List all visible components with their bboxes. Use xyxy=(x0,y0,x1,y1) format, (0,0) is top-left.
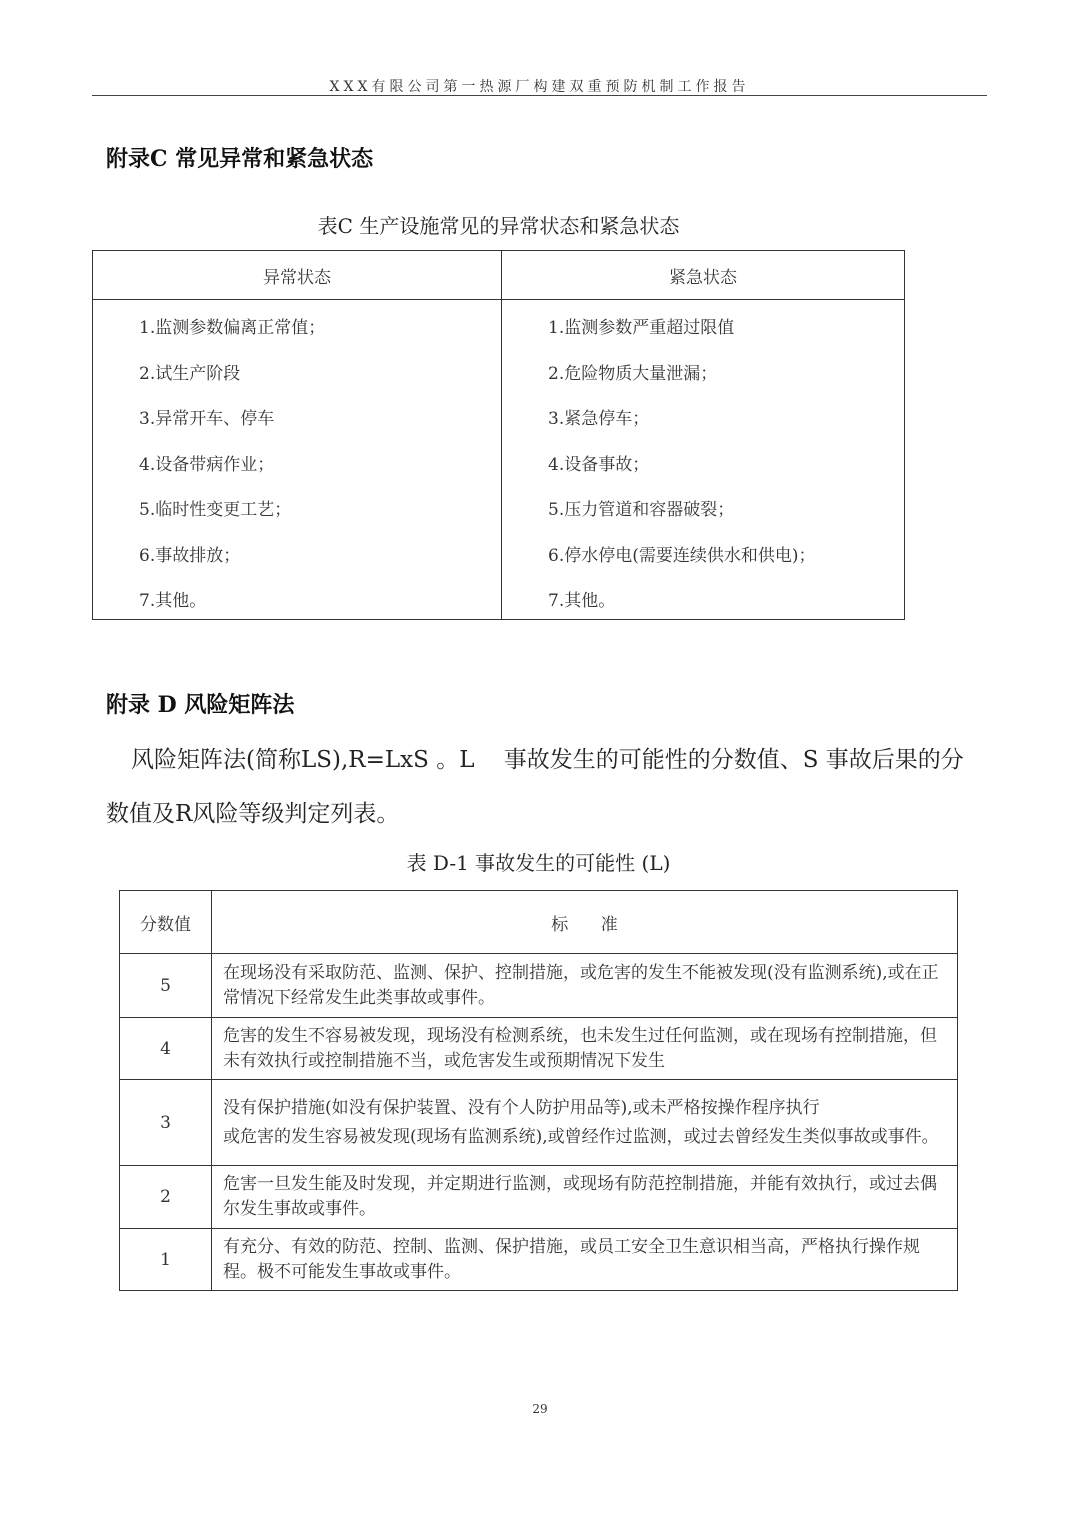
list-item: 4.设备事故； xyxy=(548,454,650,475)
score-cell: 4 xyxy=(120,1018,212,1080)
standard-line: 没有保护措施(如没有保护装置、没有个人防护用品等),或未严格按操作程序执行 xyxy=(223,1097,820,1118)
standard-cell: 危害一旦发生能及时发现，并定期进行监测，或现场有防范控制措施，并能有效执行，或过去偶尔发生事故或事件。 xyxy=(212,1166,958,1229)
page-number: 29 xyxy=(532,1402,548,1416)
list-item: 2.试生产阶段 xyxy=(139,363,241,384)
score-cell: 2 xyxy=(120,1166,212,1229)
emergency-list xyxy=(502,300,905,620)
list-item: 6.事故排放； xyxy=(139,545,241,566)
page-header-title: XXX有限公司第一热源厂构建双重预防机制工作报告 xyxy=(329,79,750,95)
score-cell: 1 xyxy=(120,1229,212,1291)
risk-matrix-paragraph: 风险矩阵法(简称LS),R=LxS 。L 事故发生的可能性的分数值、S 事故后果的分数值及R风险等级判定列表。 xyxy=(106,747,964,827)
standard-line: 或危害的发生容易被发现(现场有监测系统),或曾经作过监测，或过去曾经发生类似事故或事件。 xyxy=(223,1126,939,1147)
table-c-caption: 表C 生产设施常见的异常状态和紧急状态 xyxy=(317,214,680,238)
table-row xyxy=(120,954,958,1018)
list-item: 1.监测参数严重超过限值 xyxy=(548,318,735,338)
standard-cell xyxy=(212,1080,958,1166)
table-c-header-emergency: 紧急状态 xyxy=(502,251,905,300)
table-d1-header-score: 分数值 xyxy=(120,891,212,954)
table-d1-header-standard: 标 准 xyxy=(212,891,958,954)
standard-cell: 有充分、有效的防范、控制、监测、保护措施，或员工安全卫生意识相当高，严格执行操作规程。极不可能发生事故或事件。 xyxy=(212,1229,958,1291)
list-item: 2.危险物质大量泄漏； xyxy=(548,363,718,384)
list-item: 7.其他。 xyxy=(139,591,207,611)
list-item: 6.停水停电(需要连续供水和供电)； xyxy=(548,545,816,566)
list-item: 3.异常开车、停车 xyxy=(139,409,275,429)
table-row xyxy=(120,1018,958,1080)
list-item: 5.压力管道和容器破裂； xyxy=(548,500,735,520)
table-row xyxy=(120,1080,958,1166)
standard-cell: 在现场没有采取防范、监测、保护、控制措施，或危害的发生不能被发现(没有监测系统),或在正常情况下经常发生此类事故或事件。 xyxy=(212,954,958,1018)
table-row xyxy=(120,1166,958,1229)
list-item: 3.紧急停车； xyxy=(548,409,650,429)
list-item: 5.临时性变更工艺； xyxy=(139,500,292,520)
table-c xyxy=(92,250,905,620)
appendix-d-heading: 附录 D 风险矩阵法 xyxy=(106,692,295,718)
standard-cell: 危害的发生不容易被发现，现场没有检测系统，也未发生过任何监测，或在现场有控制措施，但未有效执行或控制措施不当，或危害发生或预期情况下发生 xyxy=(212,1018,958,1080)
list-item: 4.设备带病作业； xyxy=(139,454,275,475)
score-cell: 5 xyxy=(120,954,212,1018)
score-cell: 3 xyxy=(120,1080,212,1166)
table-row xyxy=(120,1229,958,1291)
header-divider xyxy=(92,95,987,96)
table-d1-caption: 表 D-1 事故发生的可能性 (L) xyxy=(406,851,671,875)
abnormal-list xyxy=(93,300,502,620)
table-c-header-abnormal: 异常状态 xyxy=(93,251,502,300)
appendix-c-heading: 附录C 常见异常和紧急状态 xyxy=(106,146,374,172)
list-item: 7.其他。 xyxy=(548,591,616,611)
list-item: 1.监测参数偏离正常值； xyxy=(139,318,326,338)
table-d1 xyxy=(119,890,958,1291)
